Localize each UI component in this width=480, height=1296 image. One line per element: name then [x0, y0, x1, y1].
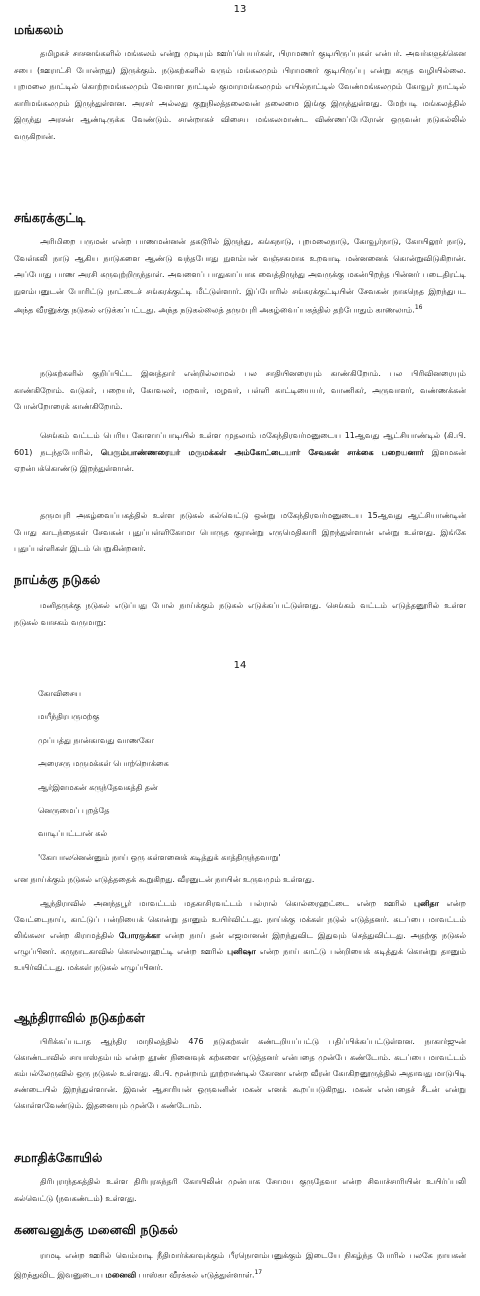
paragraph-mangalam — [14, 46, 466, 146]
bold-names: பெரும்பாண்ணரையர் மருமக்கள் அம்கோட்டையார் சேவகன் சாக்கை பறையனார் — [100, 447, 424, 457]
verse-line: 'கோபாலனென்னும் நாய் ஒரு கள்ளனைக் கடித்துக் காத்திருந்தவாறு' — [38, 852, 281, 862]
inscription-verse — [38, 682, 468, 869]
paragraph-text: தருமபுரி அகழ்வைப்பகத்தில் உள்ள நடுகல் கல்வெட்டு ஒன்று மகேந்திரவர்மனுடைய 15ஆவது ஆட்சியாண்டின் போது காடந்தைகள் சேவகன் புதுப்பள்ளிகோமா பொருத குரான்று எருமெதிகாரி இறந்துள்ளான் என்று உள்ளது. இங்கே புதுப்பள்ளிகள் இடம் பெறுகின்றனர். — [14, 511, 466, 554]
bold-dog-name-punitha: புனிதா — [413, 899, 439, 908]
paragraph-text: செங்கம் வட்டம் பெரிய கோளாப்பாடியில் உள்ள முதலாம் மகேந்திரவர்மனுடைய 11ஆவது ஆட்சியாண்டில் (கி.பி. 601) நடந்தபோரில், பெரும்பாண்ணரையர் மருமக்கள் அம்கோட்டையார் சேவகன் சாக்கை பறையனார் இளமகன் ஏறன்பக்கொண்டு இறந்துள்ளான். — [14, 431, 467, 474]
paragraph-sankarakutti-4 — [14, 508, 466, 558]
paragraph-text: பிரிக்கப்படாத ஆந்திர மாநிலத்தில் 476 நடுகற்கள் கண்டறியப்பட்டு பதிப்பிக்கப்பட்டுள்ளன. நாகார்ஜுன் கொண்டாவில் சாயாஸ்தம்பம் என்ற தூண் நினைவுக் கற்களை எடுத்தனர் என்பதை முன்பே கண்டோம். கடப்பை மாவட்டம் கம்பல்லேருவில் ஒரு நடுகல் உள்ளது. கி.பி. மூன்றாம் நூற்றாண்டில் கோனா என்ற வீரன் கோகிறனூருத்தில் அதாவது மாடுபிடி சண்டையில் இறந்துள்ளான். இவன் ஆசாரியன் ஒருவனின் மகன் எனக் கூறப்படுகிறது. மகன் என்பதைச் சீடன் என்று கொள்ளவேண்டும். இதனையும் முன்பே கண்டோம். — [14, 1037, 466, 1111]
page-number-14: 14 — [233, 660, 247, 671]
footnote-16: 16 — [414, 304, 423, 312]
page-number-13: 13 — [233, 4, 247, 15]
bold-wife: மனைவி — [105, 1270, 137, 1280]
paragraph-after-verse-2 — [14, 896, 466, 976]
bold-dog-name-porakukka: போரகுக்கா — [118, 931, 161, 941]
heading-sankarakutti: சங்கரக்குட்டி — [14, 210, 86, 225]
verse-line: ஆர்இளமகன் கருந்தேவகத்தி தன் — [38, 782, 158, 792]
footnote-17: 17 — [254, 1268, 263, 1276]
verse-line: அரைசரு மருமக்கள் பொற்றொக்கை — [38, 759, 169, 769]
paragraph-kanavan — [14, 1248, 466, 1284]
paragraph-after-verse-1 — [14, 872, 466, 889]
paragraph-samadhi — [14, 1174, 466, 1207]
paragraph-text: நடுகற்களில் குறிப்பிட்ட இனத்தார் என்றில்லாமல் பல சாதியினரையும் காண்கிறோம். பல பிரிவினரையும் காண்கிறோம். வடுகர், பறையர், கோவலர், மறவர், மழவர், பள்ளி காட்டியையர், வாணிகர், அருவாளர், வண்ணக்கன் போன்றோரைக் காண்கிறோம். — [14, 369, 466, 412]
paragraph-sankarakutti-1 — [14, 234, 466, 320]
heading-naaykku-nadukal: நாய்க்கு நடுகல் — [14, 572, 101, 587]
verse-line: மயீந்திரபருமற்கு — [38, 712, 100, 722]
verse-line: முப்பத்து நான்காவது வாணகோ — [38, 735, 154, 745]
heading-kanavan: கணவனுக்கு மனைவி நடுகல் — [14, 1222, 178, 1237]
paragraph-text: என நாய்க்கும் நடுகல் எடுத்ததைக் கூறுகிறது. வீரனுடன் நாயின் உருவமும் உள்ளது. — [14, 875, 315, 884]
heading-mangalam: மங்கலம் — [14, 22, 64, 37]
verse-line: னெருமைப் புறத்தே — [38, 806, 110, 816]
paragraph-text: தமிழகச் சாசனங்களில் மங்கலம் என்று முடியும் ஊர்ப்பெயர்கள், பிராமணர் குடியிருப்புகள் என்பர். அவர்களுக்கென சபை (ஊராட்சி போன்றது) இருக்கும். நடுகற்களில் வரும் மங்கலமும் பிராமணர் குடியிருப்பு என்று கருத வழியில்லை. புறமலை நாட்டில் கொற்றமங்கலமும் வேளாள நாட்டில் குமாரமங்கலமும் எயில்நாட்டில் வேண்மங்கலமும் கோவூர் நாட்டில் காரிமங்கலமும் இருந்துள்ளன. அரசர் அல்லது குறுநிலத்தலைவன் தலைமை இங்கு இருந்துள்ளது. மேற்படி மங்கலத்தில் இருந்து அரசன் ஆண்டிருக்க வேண்டும். சான்றாகச் விசைய மங்கலமாண்ட விண்ணப்பேரோன் ஒருவன் நடுகல்லில் வருகிறான். — [14, 49, 466, 141]
verse-line: வாடிப்பட்டான் கல் — [38, 829, 108, 839]
verse-line: கோவிசைய — [38, 689, 81, 698]
heading-andhra: ஆந்திராவில் நடுகற்கள் — [14, 1010, 145, 1025]
paragraph-text: ஆந்திராவில் அனந்தபூர் மாவட்டம் மதகாசிரவட்டம் பல்ரால் கொல்ரைஹட்டை என்ற ஊரில் புனிதா என்ற வேட்டைநாய், காட்டுப் பன்றியைக் கொன்று தானும் உயிர்விட்டது. நாய்க்கு மக்கள் நடுல் எடுத்தனர். கடப்பை மாவட்டம் லிங்கலா என்ற கிராமத்தில் போரகுக்கா என்ற நாய் தன் எஜமானன் இறந்துவிட இதுவும் செத்துவிட்டது. அதற்கு நடுகல் எழுப்பினர். கருநாடகாவில் கொல்லாஹட்டி என்ற ஊரில் புனிஷா என்ற நாய் காட்டு பன்றியைக் கடித்துக் கொன்று தானும் உயிர்விட்டது. மக்கள் நடுகல் எழுப்பினர். — [14, 899, 467, 973]
bold-dog-name-punisha: புனிஷா — [227, 947, 256, 957]
paragraph-sankarakutti-2 — [14, 366, 466, 416]
paragraph-text: மனிதருக்கு நடுகல் எடுப்பது போல் நாய்க்கும் நடுகல் எடுக்கப்பட்டுள்ளது. செங்கம் வட்டம் எடுத்தனூரில் உள்ள நடுகல் வாசகம் வருமாறு: — [14, 601, 466, 627]
paragraph-text: அரிமிறை பருமன் என்ற பாணமன்னன் தகடூரில் இருந்து, கங்கநாடு, புறமலைநாடு, கோவூர்நாடு, கோயிலூர் நாடு, வேள்கலி நாடு ஆகிய நாடுகளை ஆண்டு வந்தபோது நுளம்பன் வஞ்சகமாக உறவாடி மன்னனைக் கொன்றுவிடுகிறான். அப்போது பாண அரசி கருவுற்றிருந்தாள். அவளைப் பாதுகாப்பாக வைத்திருந்து அவருக்கு மகன்பிறந்த பின்னர் படைதிரட்டி நுளம்பனுடன் போரிட்டு நாட்டைச் சங்கரக்குட்டி மீட்டுள்ளார். இப்போரில் சங்கரக்குட்டியின் சேவகன் நாகநெத இறந்துபட அந்த வீரனுக்கு நடுகல் எடுக்கப்பட்டது. அந்த நடுகல்லைத் தருமபுரி அகழ்வைப்பகத்தில் தற்போதும் காணலாம்.$^{16}$ — [14, 237, 467, 316]
paragraph-andhra — [14, 1034, 466, 1114]
paragraph-naaykku — [14, 598, 466, 631]
paragraph-text: ராமடி என்ற ஊரில் வெம்மாடி நீதிமார்க்காவுக்கும் பீரநொளம்பனுக்கும் இடையே நிகழ்ந்த போரில் பலகே நாயகன் இறந்துவிட இவனுடைய மனைவி பாஸ்கா வீரக்கல் எடுத்துள்ளாள்.$^{17}$ — [14, 1251, 466, 1280]
paragraph-text: திரிபுராந்தகத்தில் உள்ள திரிபுரசுந்தரி கோயிலின் முன்பாக சோமய குருதேவா என்ற சிவாச்சாரியின் உயிர்ப்பலி கல்வெட்டு (நவகண்டம்) உள்ளது. — [14, 1177, 466, 1203]
paragraph-sankarakutti-3 — [14, 428, 466, 478]
heading-samadhi: சமாதிக்கோயில் — [14, 1150, 103, 1165]
